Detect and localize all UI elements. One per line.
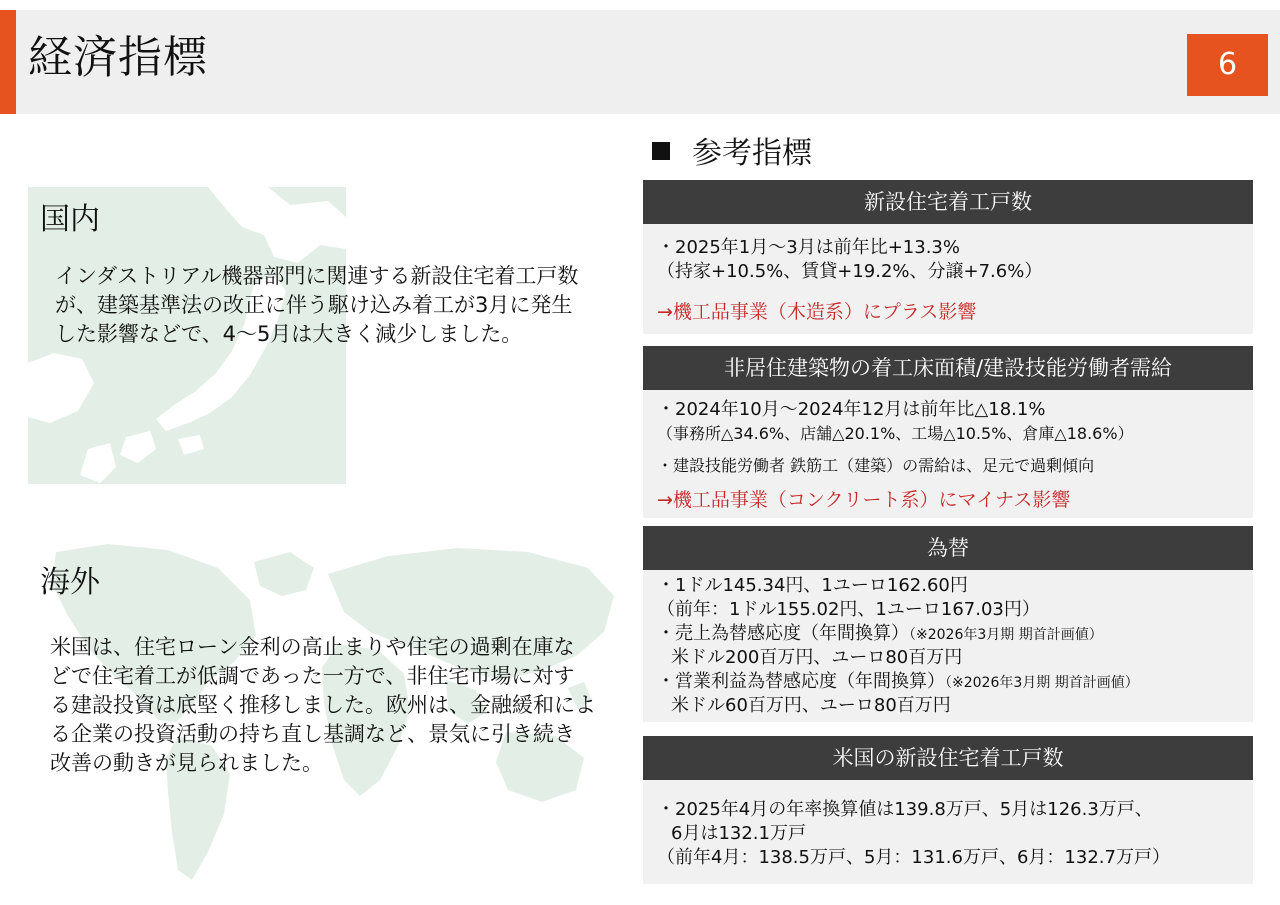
profit-sensitivity-line [657, 670, 1139, 695]
domestic-text-line: インダストリアル機器部門に関連する新設住宅着工戸数 [55, 264, 579, 288]
box-title: 為替 [643, 526, 1253, 570]
square-bullet-icon [652, 142, 670, 160]
profit-sensitivity-note: （※2026年3月期 期首計画値） [945, 675, 1139, 691]
housing-starts-box [643, 180, 1253, 334]
sales-sensitivity-note: （※2026年3月期 期首計画値） [909, 627, 1103, 643]
non-residential-impact: →機工品事業（コンクリート系）にマイナス影響 [657, 489, 1071, 511]
us-housing-box [643, 736, 1253, 884]
page-title: 経済指標 [28, 32, 208, 83]
overseas-text-line: 改善の動きが見られました。 [50, 751, 323, 775]
overseas-title: 海外 [40, 565, 100, 600]
box-title: 米国の新設住宅着工戸数 [643, 736, 1253, 780]
exchange-rate-line: ・1ドル145.34円、1ユーロ162.60円 [657, 575, 968, 596]
box-title: 非居住建築物の着工床面積/建設技能労働者需給 [643, 346, 1253, 390]
housing-starts-impact: →機工品事業（木造系）にプラス影響 [657, 301, 977, 323]
box-title: 新設住宅着工戸数 [643, 180, 1253, 224]
construction-labor-line: ・建設技能労働者 鉄筋工（建築）の需給は、足元で過剰傾向 [657, 456, 1095, 475]
overseas-text-line: 米国は、住宅ローン金利の高止まりや住宅の過剰在庫な [50, 635, 575, 659]
sales-sensitivity-label: ・売上為替感応度（年間換算） [657, 623, 909, 644]
header-accent-bar [0, 10, 16, 114]
reference-heading-text: 参考指標 [692, 136, 812, 171]
sales-sensitivity-line [657, 622, 1103, 647]
domestic-text [55, 262, 578, 349]
header-bar [0, 10, 1280, 114]
non-residential-breakdown: （事務所△34.6%、店舗△20.1%、工場△10.5%、倉庫△18.6%） [657, 424, 1134, 443]
overseas-text-line: る建設投資は底堅く推移しました。欧州は、金融緩和によ [50, 693, 596, 717]
domestic-title: 国内 [40, 202, 100, 237]
overseas-text-line: る企業の投資活動の持ち直し基調など、景気に引き続き [50, 722, 575, 746]
page-number: 6 [1187, 34, 1268, 96]
overseas-text [50, 633, 596, 778]
profit-sensitivity-label: ・営業利益為替感応度（年間換算） [657, 671, 945, 692]
housing-starts-line: ・2025年1月～3月は前年比+13.3% [657, 237, 960, 258]
exchange-prior-year-line: （前年：1ドル155.02円、1ユーロ167.03円） [657, 599, 1040, 620]
exchange-box [643, 526, 1253, 722]
profit-sensitivity-values: 米ドル60百万円、ユーロ80百万円 [671, 695, 951, 716]
non-residential-box [643, 346, 1253, 518]
reference-heading [652, 134, 812, 174]
us-housing-prior-year: （前年4月：138.5万戸、5月：131.6万戸、6月：132.7万戸） [657, 847, 1170, 868]
non-residential-line: ・2024年10月～2024年12月は前年比△18.1% [657, 399, 1046, 420]
us-housing-line-cont: 6月は132.1万戸 [671, 823, 806, 844]
domestic-text-line: した影響などで、4～5月は大きく減少しました。 [55, 322, 523, 346]
us-housing-line: ・2025年4月の年率換算値は139.8万戸、5月は126.3万戸、 [657, 799, 1153, 820]
sales-sensitivity-values: 米ドル200百万円、ユーロ80百万円 [671, 647, 963, 668]
overseas-text-line: どで住宅着工が低調であった一方で、非住宅市場に対す [50, 664, 575, 688]
housing-starts-breakdown: （持家+10.5%、賃貸+19.2%、分譲+7.6%） [657, 261, 1043, 282]
domestic-text-line: が、建築基準法の改正に伴う駆け込み着工が3月に発生 [55, 293, 573, 317]
